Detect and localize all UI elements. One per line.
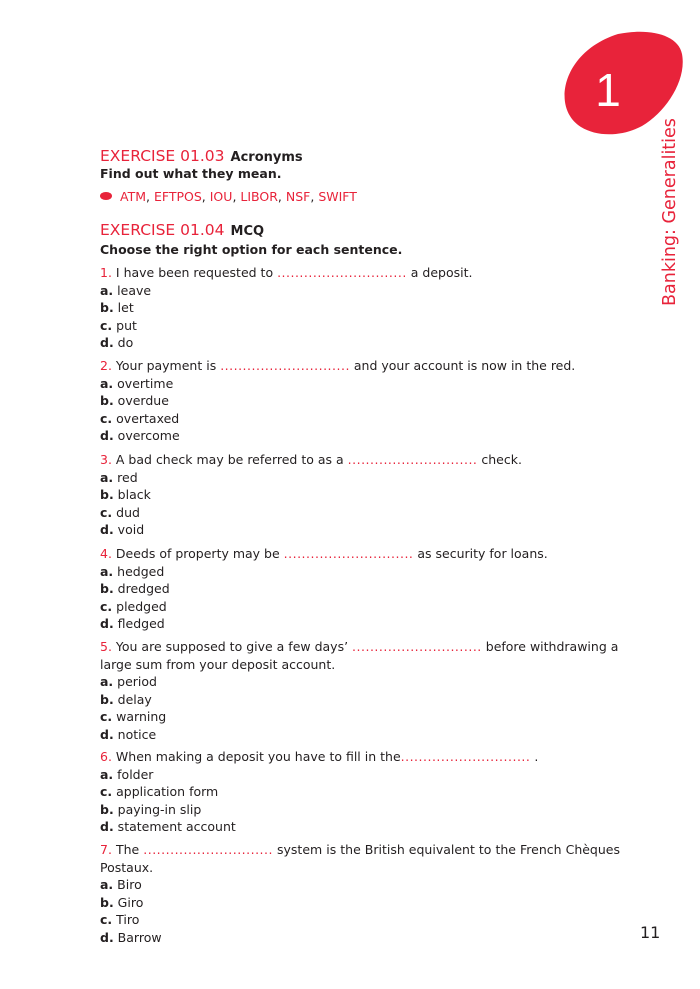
option-text: Tiro [112, 912, 140, 927]
chapter-number: 1 [595, 64, 621, 116]
acronym-separator: , [232, 189, 241, 204]
exercise-0104-heading [100, 220, 264, 239]
option-text: folder [113, 766, 154, 782]
answer-option [100, 818, 620, 836]
option-letter: a. [100, 375, 114, 391]
option-letter: a. [100, 469, 114, 485]
option-text: black [113, 487, 151, 502]
chapter-side-title: Banking: Generalities [660, 118, 680, 306]
answer-option [100, 894, 620, 912]
question-block [100, 357, 620, 445]
bullet-icon [100, 192, 112, 200]
answer-option [100, 469, 620, 487]
answer-option [100, 504, 620, 522]
option-letter: a. [100, 877, 114, 892]
option-text: application form [112, 784, 219, 799]
question-text-after: system is the British equivalent to the French Chèques Postaux. [100, 842, 620, 875]
acronym-item: LIBOR [240, 189, 278, 204]
option-text: pledged [112, 598, 167, 614]
question-stem [100, 841, 620, 876]
answer-blank: ............................. [220, 358, 350, 373]
acronym-separator: , [310, 189, 319, 204]
answer-option [100, 282, 620, 300]
option-text: void [113, 522, 145, 537]
option-text: overdue [113, 393, 169, 408]
acronym-list [100, 189, 357, 204]
question-stem [100, 264, 620, 282]
answer-option [100, 486, 620, 504]
question-block [100, 638, 620, 743]
answer-option [100, 708, 620, 726]
question-number: 1. [100, 265, 112, 280]
answer-option [100, 563, 620, 581]
option-text: do [113, 335, 134, 350]
option-text: let [113, 300, 134, 315]
option-letter: d. [100, 616, 114, 631]
answer-option [100, 334, 620, 352]
answer-option [100, 726, 620, 744]
question-text-after: a deposit. [406, 265, 473, 280]
question-number: 4. [100, 546, 112, 561]
option-letter: c. [100, 912, 113, 927]
question-text-before: You are supposed to give a few days’ [111, 639, 353, 654]
question-block [100, 545, 620, 633]
answer-option [100, 766, 620, 784]
answer-option [100, 615, 620, 633]
option-text: period [113, 674, 157, 689]
option-letter: b. [100, 393, 114, 408]
question-stem [100, 638, 620, 673]
option-text: statement account [113, 819, 236, 834]
option-text: dud [112, 504, 140, 520]
question-text-after: as security for loans. [413, 546, 548, 561]
option-text: delay [113, 691, 152, 707]
option-text: paying-in slip [113, 801, 202, 817]
acronym-item: EFTPOS [153, 189, 202, 204]
question-block [100, 841, 620, 946]
question-text-after: check. [477, 452, 522, 467]
question-stem [100, 451, 620, 469]
answer-blank: ............................. [400, 749, 531, 764]
question-number: 6. [100, 749, 112, 764]
question-text-before: Deeds of property may be [111, 546, 284, 561]
option-letter: c. [100, 504, 113, 520]
answer-option [100, 427, 620, 445]
option-text: overtime [113, 375, 174, 391]
question-number: 3. [100, 452, 112, 467]
question-stem [100, 748, 620, 766]
exercise-0103-instruction: Find out what they mean. [100, 166, 282, 181]
option-letter: a. [100, 282, 114, 298]
exercise-0103-code: EXERCISE 01.03 [100, 147, 225, 165]
answer-option [100, 598, 620, 616]
answer-option [100, 375, 620, 393]
option-letter: d. [100, 335, 114, 350]
option-text: overtaxed [112, 410, 180, 426]
answer-option [100, 410, 620, 428]
page-number: 11 [640, 923, 661, 942]
question-text-after: . [530, 749, 539, 764]
question-text-before: A bad check may be referred to as a [111, 452, 348, 467]
answer-blank: ............................. [352, 639, 482, 654]
answer-option [100, 876, 620, 894]
answer-blank: ............................. [347, 452, 478, 467]
question-block [100, 748, 620, 836]
option-text: red [113, 469, 138, 485]
option-letter: a. [100, 563, 114, 579]
answer-option [100, 580, 620, 598]
question-number: 2. [100, 358, 112, 373]
option-letter: d. [100, 726, 114, 742]
answer-option [100, 929, 620, 947]
answer-option [100, 299, 620, 317]
option-letter: b. [100, 487, 114, 502]
option-letter: b. [100, 801, 114, 817]
acronym-item: SWIFT [318, 189, 357, 204]
exercise-0104-label: MCQ [230, 224, 265, 239]
option-text: warning [112, 709, 167, 724]
question-text-before: When making a deposit you have to fill in the [111, 749, 401, 764]
option-text: Biro [113, 877, 142, 892]
acronym-separator: , [146, 189, 154, 204]
option-letter: b. [100, 894, 114, 910]
answer-option [100, 317, 620, 335]
question-text-after: before withdrawing a large sum from your deposit account. [100, 639, 619, 672]
exercise-0104-instruction: Choose the right option for each sentence. [100, 242, 403, 257]
option-letter: b. [100, 300, 114, 315]
option-letter: d. [100, 428, 114, 443]
question-text-before: Your payment is [111, 358, 221, 373]
option-text: overcome [113, 428, 180, 443]
option-letter: b. [100, 691, 114, 707]
exercise-0103-heading [100, 146, 303, 165]
option-text: Giro [113, 894, 144, 910]
option-letter: c. [100, 317, 113, 333]
answer-option [100, 392, 620, 410]
option-text: leave [113, 282, 152, 298]
question-text-before: I have been requested to [111, 265, 278, 280]
answer-option [100, 521, 620, 539]
option-letter: c. [100, 598, 113, 614]
answer-option [100, 911, 620, 929]
option-letter: d. [100, 819, 114, 834]
answer-option [100, 691, 620, 709]
option-text: fledged [113, 616, 165, 631]
question-stem [100, 545, 620, 563]
option-text: put [112, 317, 137, 333]
answer-blank: ............................. [283, 546, 414, 561]
option-text: notice [113, 726, 157, 742]
question-block [100, 264, 620, 352]
option-letter: a. [100, 674, 114, 689]
question-text-after: and your account is now in the red. [349, 358, 576, 373]
option-letter: a. [100, 766, 114, 782]
acronym-item: NSF [285, 189, 311, 204]
question-block [100, 451, 620, 539]
option-text: Barrow [113, 929, 162, 945]
answer-option [100, 673, 620, 691]
answer-blank: ............................. [143, 842, 273, 857]
option-letter: d. [100, 522, 114, 537]
option-letter: d. [100, 929, 114, 945]
option-text: dredged [113, 581, 170, 596]
exercise-0103-label: Acronyms [230, 150, 303, 165]
question-stem [100, 357, 620, 375]
option-letter: b. [100, 581, 114, 596]
option-letter: c. [100, 709, 113, 724]
acronym-item: ATM [120, 189, 147, 204]
option-text: hedged [113, 563, 165, 579]
answer-option [100, 801, 620, 819]
answer-blank: ............................. [277, 265, 407, 280]
acronym-separator: , [277, 189, 286, 204]
acronym-separator: , [201, 189, 210, 204]
option-letter: c. [100, 784, 113, 799]
exercise-0104-code: EXERCISE 01.04 [100, 221, 225, 239]
question-text-before: The [111, 842, 144, 857]
acronym-item: IOU [209, 189, 233, 204]
answer-option [100, 783, 620, 801]
question-number: 5. [100, 639, 112, 654]
question-number: 7. [100, 842, 112, 857]
option-letter: c. [100, 410, 113, 426]
